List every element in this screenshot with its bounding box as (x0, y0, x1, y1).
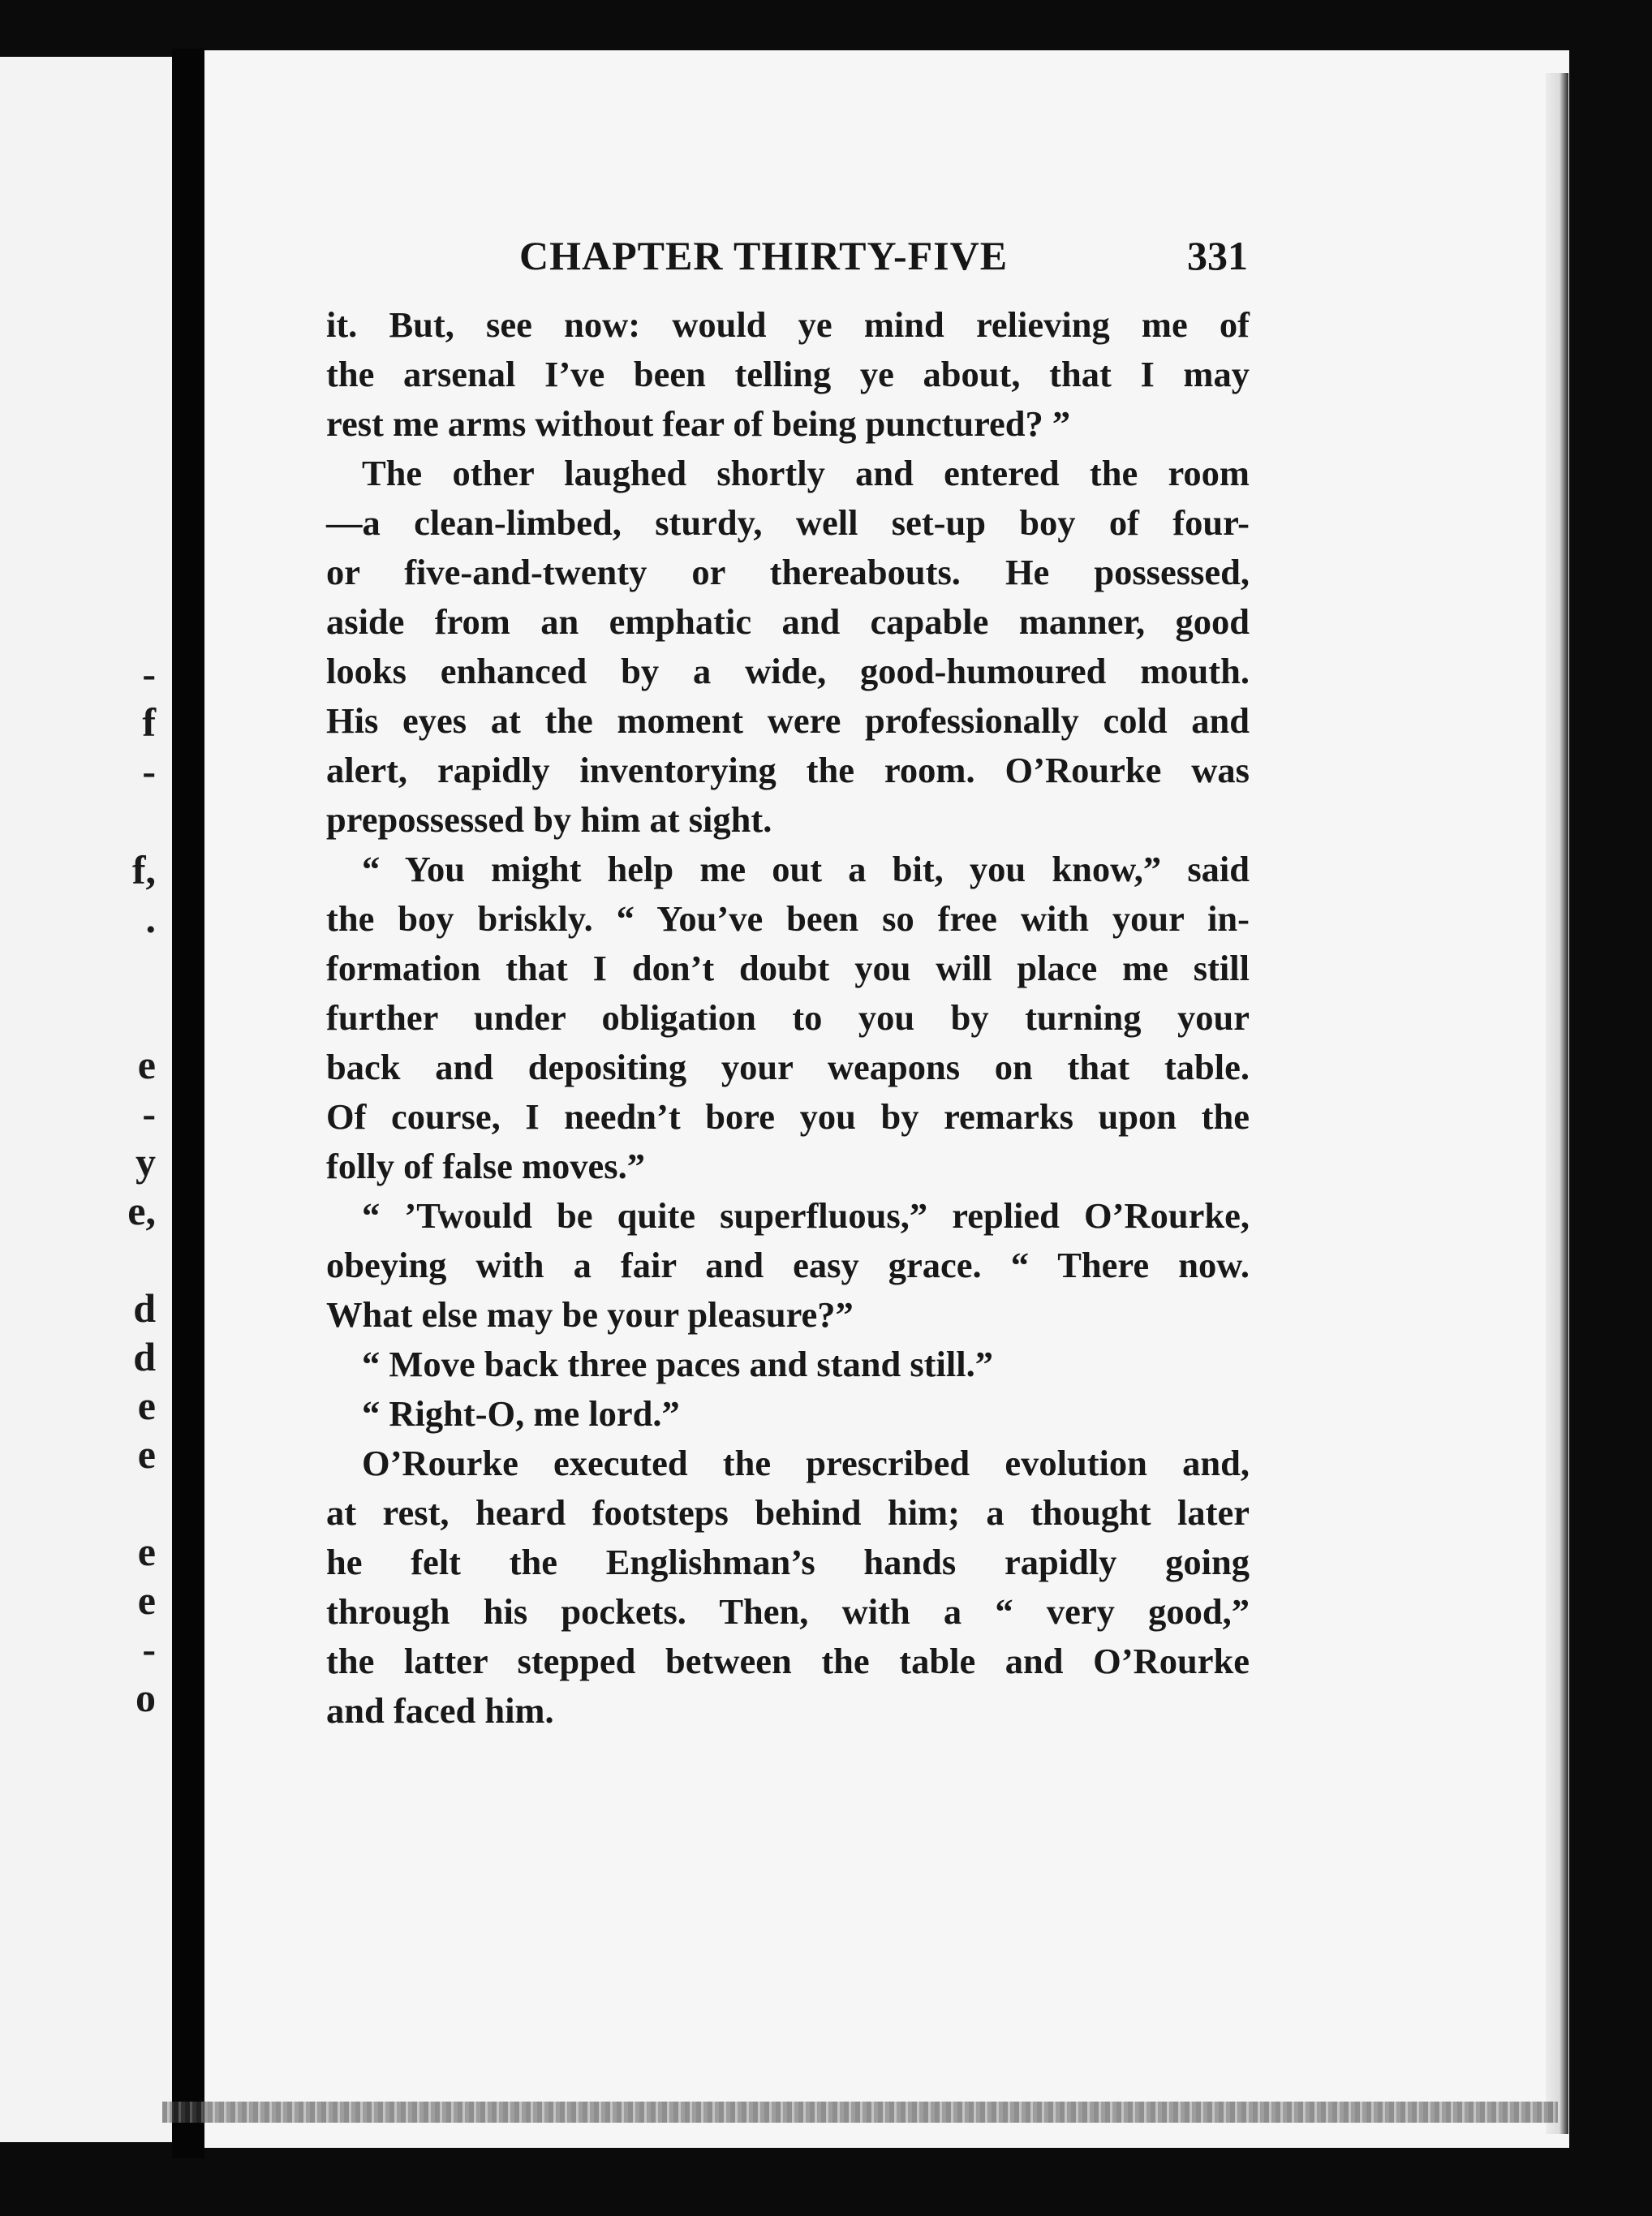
running-head (519, 232, 1248, 289)
text-line: looks enhanced by a wide, good-humoured mouth. (326, 651, 1250, 691)
left-fragment: - (142, 1091, 156, 1136)
text-line: His eyes at the moment were professionally cold and (326, 700, 1250, 741)
text-line: or five-and-twenty or thereabouts. He possessed, (326, 552, 1250, 592)
text-line: at rest, heard footsteps behind him; a thought later (326, 1492, 1250, 1533)
text-line: Of course, I needn’t bore you by remarks upon the (326, 1096, 1250, 1137)
page-edge-shadow (1546, 73, 1568, 2134)
text-line: —a clean-limbed, sturdy, well set-up boy of four- (326, 502, 1250, 543)
left-fragment: o (136, 1675, 156, 1720)
text-line: and faced him. (326, 1690, 554, 1731)
page-number: 331 (1187, 233, 1248, 278)
text-line: he felt the Englishman’s hands rapidly going (326, 1542, 1250, 1582)
text-line: rest me arms without fear of being punctured? ” (326, 403, 1071, 444)
left-fragment: d (133, 1285, 156, 1331)
left-fragment: f (142, 699, 156, 745)
left-page-text-fragments (0, 57, 172, 2142)
text-line: further under obligation to you by turning your (326, 997, 1250, 1038)
text-line: it. But, see now: would ye mind relieving me of (326, 304, 1250, 345)
left-facing-page (0, 57, 172, 2142)
text-line: aside from an emphatic and capable manner, good (326, 601, 1250, 642)
left-fragment: f, (131, 847, 156, 893)
text-line: obeying with a fair and easy grace. “ There now. (326, 1245, 1250, 1285)
text-line: What else may be your pleasure?” (326, 1294, 854, 1335)
left-fragment: y (136, 1139, 156, 1185)
left-fragment: - (142, 1626, 156, 1672)
body-text (326, 300, 1250, 1736)
book-gutter (172, 49, 204, 2158)
left-fragment: d (133, 1334, 156, 1379)
left-fragment: e (137, 1383, 156, 1428)
left-fragment: . (145, 896, 156, 941)
left-fragment: e (137, 1042, 156, 1087)
text-line: O’Rourke executed the prescribed evolution and, (362, 1443, 1250, 1483)
text-line: back and depositing your weapons on that table. (326, 1047, 1250, 1087)
text-line: through his pockets. Then, with a “ very good,” (326, 1591, 1250, 1632)
text-line: folly of false moves.” (326, 1146, 646, 1186)
left-fragment: e (137, 1577, 156, 1623)
left-fragment: - (142, 651, 156, 696)
left-fragment: e (137, 1529, 156, 1574)
bottom-page-edge (162, 2102, 1558, 2123)
left-fragment: e, (127, 1188, 156, 1233)
text-line: prepossessed by him at sight. (326, 799, 772, 840)
text-line: the latter stepped between the table and O’Rourke (326, 1641, 1250, 1681)
text-line: the arsenal I’ve been telling ye about, that I may (326, 354, 1250, 394)
text-line: “ Move back three paces and stand still.” (362, 1344, 993, 1384)
text-line: “ You might help me out a bit, you know,” said (362, 849, 1250, 889)
left-fragment: - (142, 748, 156, 794)
text-line: The other laughed shortly and entered the room (362, 453, 1250, 493)
text-line: “ ’Twould be quite superfluous,” replied O’Rourke, (362, 1195, 1250, 1236)
left-fragment: e (137, 1431, 156, 1477)
text-line: formation that I don’t doubt you will place me still (326, 948, 1250, 988)
text-line: “ Right-O, me lord.” (362, 1393, 680, 1434)
text-line: alert, rapidly inventorying the room. O’Rourke was (326, 750, 1250, 790)
chapter-title: CHAPTER THIRTY-FIVE (519, 233, 1009, 278)
text-line: the boy briskly. “ You’ve been so free with your in- (326, 898, 1250, 939)
